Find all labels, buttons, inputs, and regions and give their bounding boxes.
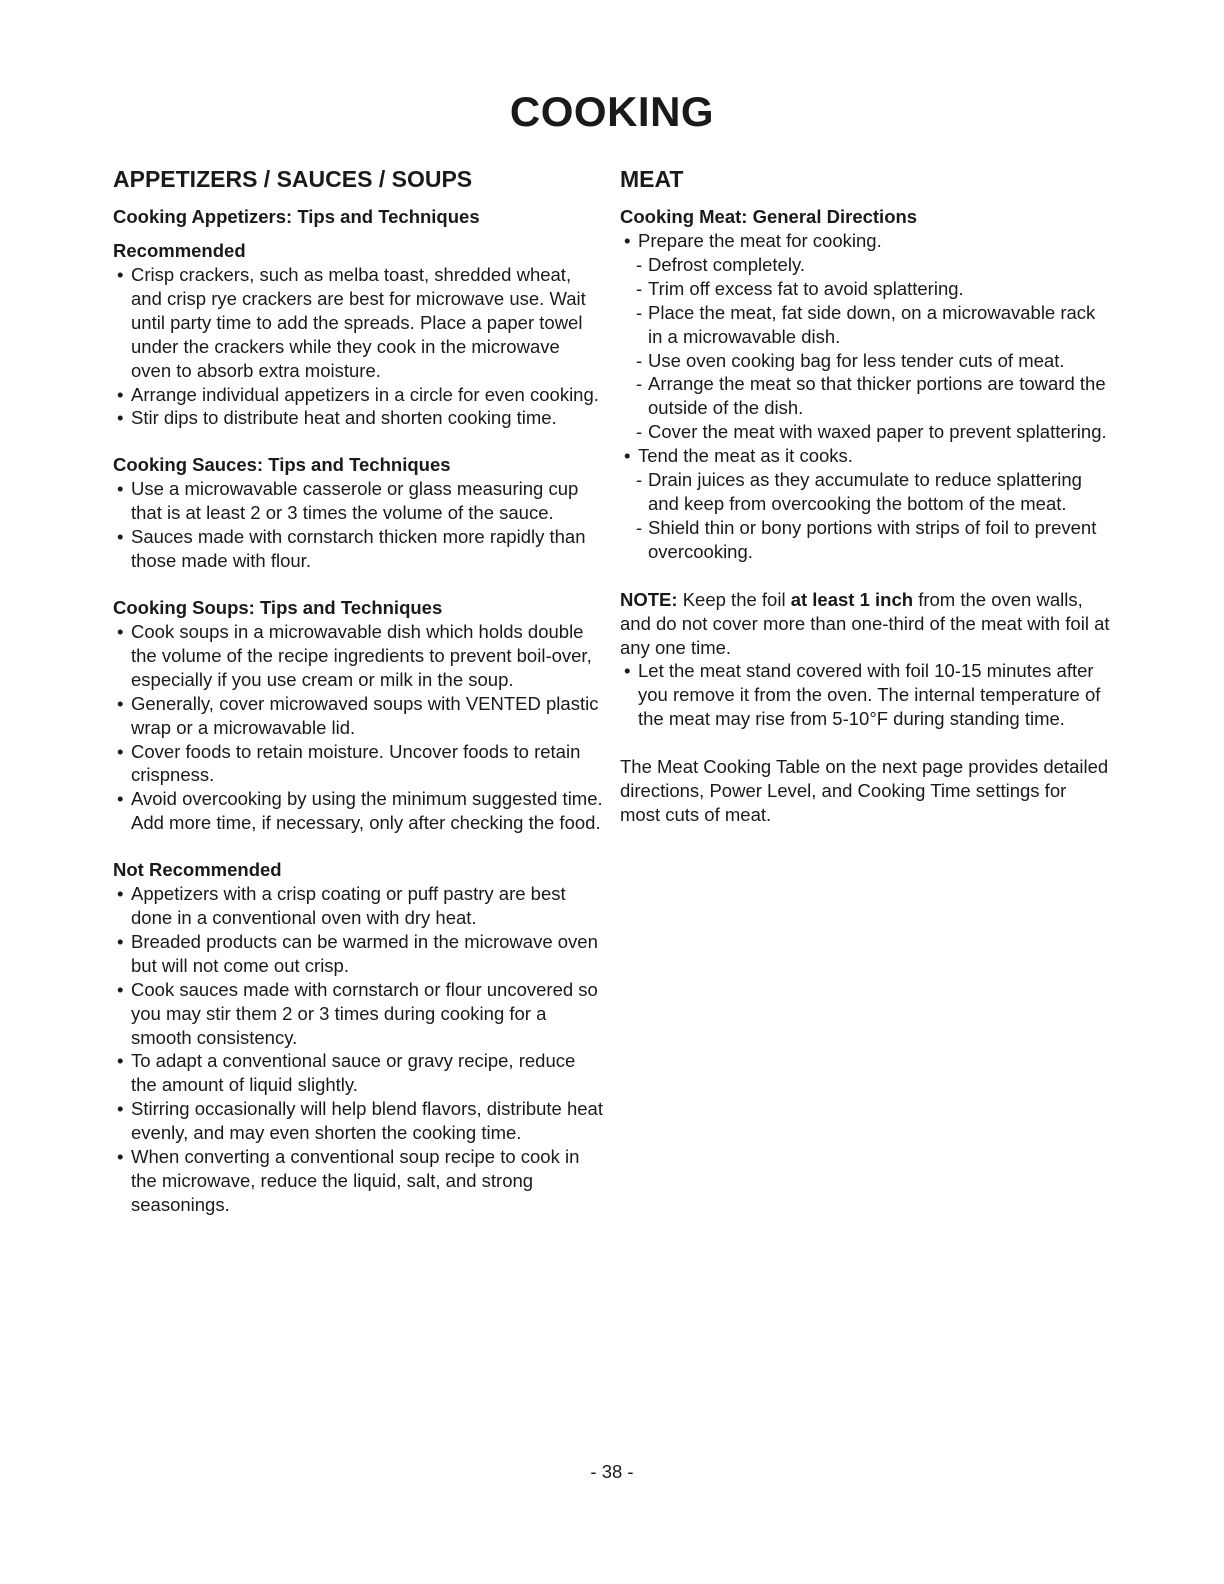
foil-note	[620, 588, 1110, 660]
right-column	[620, 164, 1110, 827]
page-title: COOKING	[509, 88, 715, 135]
sub-list-item: - Defrost completely.	[620, 253, 1110, 277]
not-recommended-list	[113, 882, 603, 1217]
page-number: - 38 -	[590, 1461, 634, 1482]
note-text-start: Keep the foil	[682, 588, 786, 610]
sub-list-item: - Place the meat, fat side down, on a microwavable rack in a microwavable dish.	[620, 301, 1110, 349]
list-item: • Let the meat stand covered with foil 10-15 minutes after you remove it from the oven. The internal temperature of the meat may rise from 5-10°F during standing time.	[620, 659, 1110, 731]
note-emphasis: at least 1 inch	[790, 588, 914, 610]
closing-paragraph: The Meat Cooking Table on the next page provides detailed directions, Power Level, and Cooking Time settings for most cuts of meat.	[620, 756, 1109, 825]
section-heading-meat: MEAT	[620, 166, 684, 192]
list-item: • Cover foods to retain moisture. Uncover foods to retain crispness.	[113, 740, 603, 788]
meat-general-list	[620, 229, 1110, 564]
appetizers-list	[113, 263, 603, 430]
list-item: • Stir dips to distribute heat and shorten cooking time.	[113, 406, 603, 430]
not-recommended-subheading: Not Recommended	[113, 859, 282, 881]
list-item: • Crisp crackers, such as melba toast, shredded wheat, and crisp rye crackers are best for microwave use. Wait until party time to add the spreads. Place a paper towel under the crackers while they cook in the microwave oven to absorb extra moisture.	[113, 263, 603, 383]
list-item: • Stirring occasionally will help blend flavors, distribute heat evenly, and may even shorten the cooking time.	[113, 1097, 603, 1145]
standing-list	[620, 659, 1110, 731]
sauces-subheading: Cooking Sauces: Tips and Techniques	[113, 454, 451, 476]
list-item: • Cook sauces made with cornstarch or flour uncovered so you may stir them 2 or 3 times during cooking for a smooth consistency.	[113, 978, 603, 1050]
sub-list-item: - Cover the meat with waxed paper to prevent splattering.	[620, 420, 1110, 444]
recommended-label: Recommended	[113, 240, 246, 261]
list-item: • Use a microwavable casserole or glass measuring cup that is at least 2 or 3 times the volume of the sauce.	[113, 477, 603, 525]
appetizers-subheading: Cooking Appetizers: Tips and Techniques	[113, 206, 480, 227]
list-item: • Avoid overcooking by using the minimum suggested time. Add more time, if necessary, only after checking the food.	[113, 787, 603, 835]
list-item: • Sauces made with cornstarch thicken more rapidly than those made with flour.	[113, 525, 603, 573]
list-item: • Cook soups in a microwavable dish which holds double the volume of the recipe ingredients to prevent boil-over, especially if you use cream or milk in the soup.	[113, 620, 603, 692]
sub-list-item: - Use oven cooking bag for less tender cuts of meat.	[620, 349, 1110, 373]
list-item: • Breaded products can be warmed in the microwave oven but will not come out crisp.	[113, 930, 603, 978]
soups-subheading: Cooking Soups: Tips and Techniques	[113, 596, 443, 618]
note-label: NOTE:	[620, 588, 678, 610]
note-text-end: from the oven walls, and do not cover more than one-third of the meat with foil at any one time.	[620, 588, 1110, 658]
section-heading-appetizers-sauces-soups: APPETIZERS / SAUCES / SOUPS	[113, 166, 473, 192]
list-item: • Appetizers with a crisp coating or puff pastry are best done in a conventional oven with dry heat.	[113, 882, 603, 930]
sub-list-item: - Drain juices as they accumulate to reduce splattering and keep from overcooking the bottom of the meat.	[620, 468, 1110, 516]
soups-list	[113, 620, 603, 835]
meat-general-subheading: Cooking Meat: General Directions	[620, 206, 918, 227]
list-item: • Arrange individual appetizers in a circle for even cooking.	[113, 383, 603, 407]
list-item: • To adapt a conventional sauce or gravy recipe, reduce the amount of liquid slightly.	[113, 1049, 603, 1097]
sub-list-item: - Trim off excess fat to avoid splattering.	[620, 277, 1110, 301]
list-item: • Generally, cover microwaved soups with VENTED plastic wrap or a microwavable lid.	[113, 692, 603, 740]
sub-list-item: - Shield thin or bony portions with strips of foil to prevent overcooking.	[620, 516, 1110, 564]
sauces-list	[113, 477, 603, 573]
list-item: • Tend the meat as it cooks.	[620, 444, 1110, 468]
list-item: • When converting a conventional soup recipe to cook in the microwave, reduce the liquid, salt, and strong seasonings.	[113, 1145, 603, 1217]
left-column	[113, 164, 603, 1217]
list-item: • Prepare the meat for cooking.	[620, 229, 1110, 253]
sub-list-item: - Arrange the meat so that thicker portions are toward the outside of the dish.	[620, 372, 1110, 420]
